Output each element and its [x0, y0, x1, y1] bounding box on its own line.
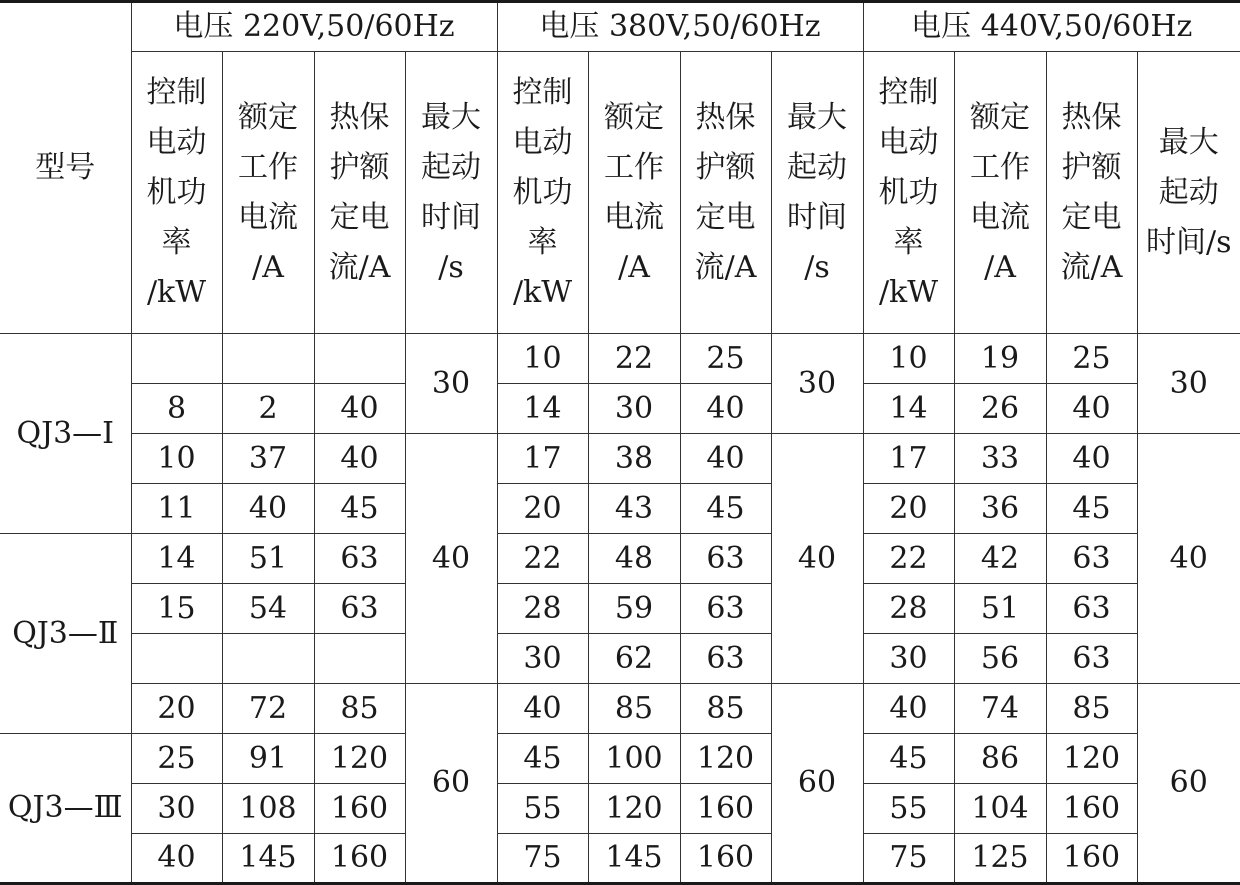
cell: 145	[588, 834, 680, 884]
cell: 20	[863, 484, 954, 534]
cell: 91	[222, 734, 314, 784]
model-label: QJ3—Ⅲ	[0, 734, 131, 884]
cell: 2	[222, 384, 314, 434]
start-time-cell: 30	[771, 334, 863, 434]
cell	[314, 334, 405, 384]
cell: 37	[222, 434, 314, 484]
cell: 54	[222, 584, 314, 634]
start-time-cell: 30	[405, 334, 497, 434]
cell	[131, 334, 222, 384]
header-thermal-current: 热保 护额 定电 流/A	[1046, 52, 1137, 334]
cell: 120	[314, 734, 405, 784]
cell: 55	[497, 784, 588, 834]
cell: 30	[863, 634, 954, 684]
table-row	[0, 634, 1240, 684]
cell: 40	[131, 834, 222, 884]
cell: 63	[314, 584, 405, 634]
cell	[222, 334, 314, 384]
table-row	[0, 534, 1240, 584]
cell: 20	[131, 684, 222, 734]
cell: 63	[680, 634, 771, 684]
cell: 160	[314, 784, 405, 834]
start-time-cell: 40	[1137, 434, 1240, 684]
cell: 45	[680, 484, 771, 534]
cell: 15	[131, 584, 222, 634]
table-row	[0, 784, 1240, 834]
cell: 26	[954, 384, 1046, 434]
cell: 40	[680, 434, 771, 484]
cell: 28	[863, 584, 954, 634]
header-power: 控制 电动 机功 率 /kW	[131, 52, 222, 334]
table-row	[0, 684, 1240, 734]
cell: 40	[497, 684, 588, 734]
cell: 17	[863, 434, 954, 484]
cell: 63	[680, 584, 771, 634]
start-time-cell: 30	[1137, 334, 1240, 434]
cell: 36	[954, 484, 1046, 534]
cell: 63	[680, 534, 771, 584]
cell	[222, 634, 314, 684]
cell: 20	[497, 484, 588, 534]
cell: 62	[588, 634, 680, 684]
cell: 59	[588, 584, 680, 634]
cell: 51	[222, 534, 314, 584]
cell: 145	[222, 834, 314, 884]
voltage-header-220: 电压 220V,50/60Hz	[131, 2, 497, 52]
header-rated-current: 额定 工作 电流 /A	[954, 52, 1046, 334]
cell: 85	[314, 684, 405, 734]
header-power: 控制 电动 机功 率 /kW	[863, 52, 954, 334]
cell: 38	[588, 434, 680, 484]
cell: 30	[131, 784, 222, 834]
table-row	[0, 384, 1240, 434]
table-row	[0, 484, 1240, 534]
start-time-cell: 40	[405, 434, 497, 684]
cell	[314, 634, 405, 684]
cell: 160	[1046, 834, 1137, 884]
cell: 45	[1046, 484, 1137, 534]
cell: 86	[954, 734, 1046, 784]
cell: 160	[680, 834, 771, 884]
cell: 85	[680, 684, 771, 734]
start-time-cell: 60	[1137, 684, 1240, 884]
cell: 45	[314, 484, 405, 534]
cell: 11	[131, 484, 222, 534]
cell: 40	[863, 684, 954, 734]
cell: 160	[314, 834, 405, 884]
cell: 56	[954, 634, 1046, 684]
cell: 125	[954, 834, 1046, 884]
cell: 40	[680, 384, 771, 434]
cell: 45	[863, 734, 954, 784]
cell: 160	[1046, 784, 1137, 834]
start-time-cell: 60	[771, 684, 863, 884]
cell: 51	[954, 584, 1046, 634]
cell: 10	[131, 434, 222, 484]
model-label: QJ3—Ⅱ	[0, 534, 131, 734]
cell: 25	[680, 334, 771, 384]
cell: 19	[954, 334, 1046, 384]
cell: 10	[863, 334, 954, 384]
cell: 63	[314, 534, 405, 584]
header-thermal-current: 热保 护额 定电 流/A	[680, 52, 771, 334]
cell: 100	[588, 734, 680, 784]
cell: 33	[954, 434, 1046, 484]
cell: 120	[1046, 734, 1137, 784]
cell: 120	[588, 784, 680, 834]
cell: 75	[497, 834, 588, 884]
header-power: 控制 电动 机功 率 /kW	[497, 52, 588, 334]
cell: 45	[497, 734, 588, 784]
cell: 120	[680, 734, 771, 784]
cell: 75	[863, 834, 954, 884]
cell: 28	[497, 584, 588, 634]
cell: 25	[1046, 334, 1137, 384]
header-rated-current: 额定 工作 电流 /A	[588, 52, 680, 334]
header-start-time: 最大 起动 时间 /s	[771, 52, 863, 334]
header-thermal-current: 热保 护额 定电 流/A	[314, 52, 405, 334]
cell: 63	[1046, 584, 1137, 634]
start-time-cell: 40	[771, 434, 863, 684]
start-time-cell: 60	[405, 684, 497, 884]
cell: 40	[314, 434, 405, 484]
cell: 40	[1046, 434, 1137, 484]
voltage-header-380: 电压 380V,50/60Hz	[497, 2, 863, 52]
cell: 63	[1046, 634, 1137, 684]
cell: 10	[497, 334, 588, 384]
cell: 72	[222, 684, 314, 734]
cell: 22	[497, 534, 588, 584]
cell: 17	[497, 434, 588, 484]
cell: 85	[588, 684, 680, 734]
table-row	[0, 434, 1240, 484]
cell: 30	[497, 634, 588, 684]
cell: 104	[954, 784, 1046, 834]
table-row	[0, 834, 1240, 884]
cell: 22	[863, 534, 954, 584]
cell: 25	[131, 734, 222, 784]
cell: 85	[1046, 684, 1137, 734]
cell: 14	[497, 384, 588, 434]
header-rated-current: 额定 工作 电流 /A	[222, 52, 314, 334]
cell: 40	[1046, 384, 1137, 434]
cell: 22	[588, 334, 680, 384]
cell: 30	[588, 384, 680, 434]
cell: 63	[1046, 534, 1137, 584]
model-header: 型号	[0, 2, 131, 334]
cell	[131, 634, 222, 684]
cell: 8	[131, 384, 222, 434]
cell: 160	[680, 784, 771, 834]
cell: 55	[863, 784, 954, 834]
voltage-header-440: 电压 440V,50/60Hz	[863, 2, 1240, 52]
header-start-time-last: 最大 起动 时间/s	[1137, 52, 1240, 334]
cell: 74	[954, 684, 1046, 734]
table-row	[0, 334, 1240, 384]
cell: 14	[863, 384, 954, 434]
table-row	[0, 734, 1240, 784]
cell: 40	[222, 484, 314, 534]
cell: 48	[588, 534, 680, 584]
cell: 14	[131, 534, 222, 584]
cell: 43	[588, 484, 680, 534]
model-label: QJ3—Ⅰ	[0, 334, 131, 534]
cell: 108	[222, 784, 314, 834]
cell: 42	[954, 534, 1046, 584]
header-start-time: 最大 起动 时间 /s	[405, 52, 497, 334]
table-row	[0, 584, 1240, 634]
cell: 40	[314, 384, 405, 434]
